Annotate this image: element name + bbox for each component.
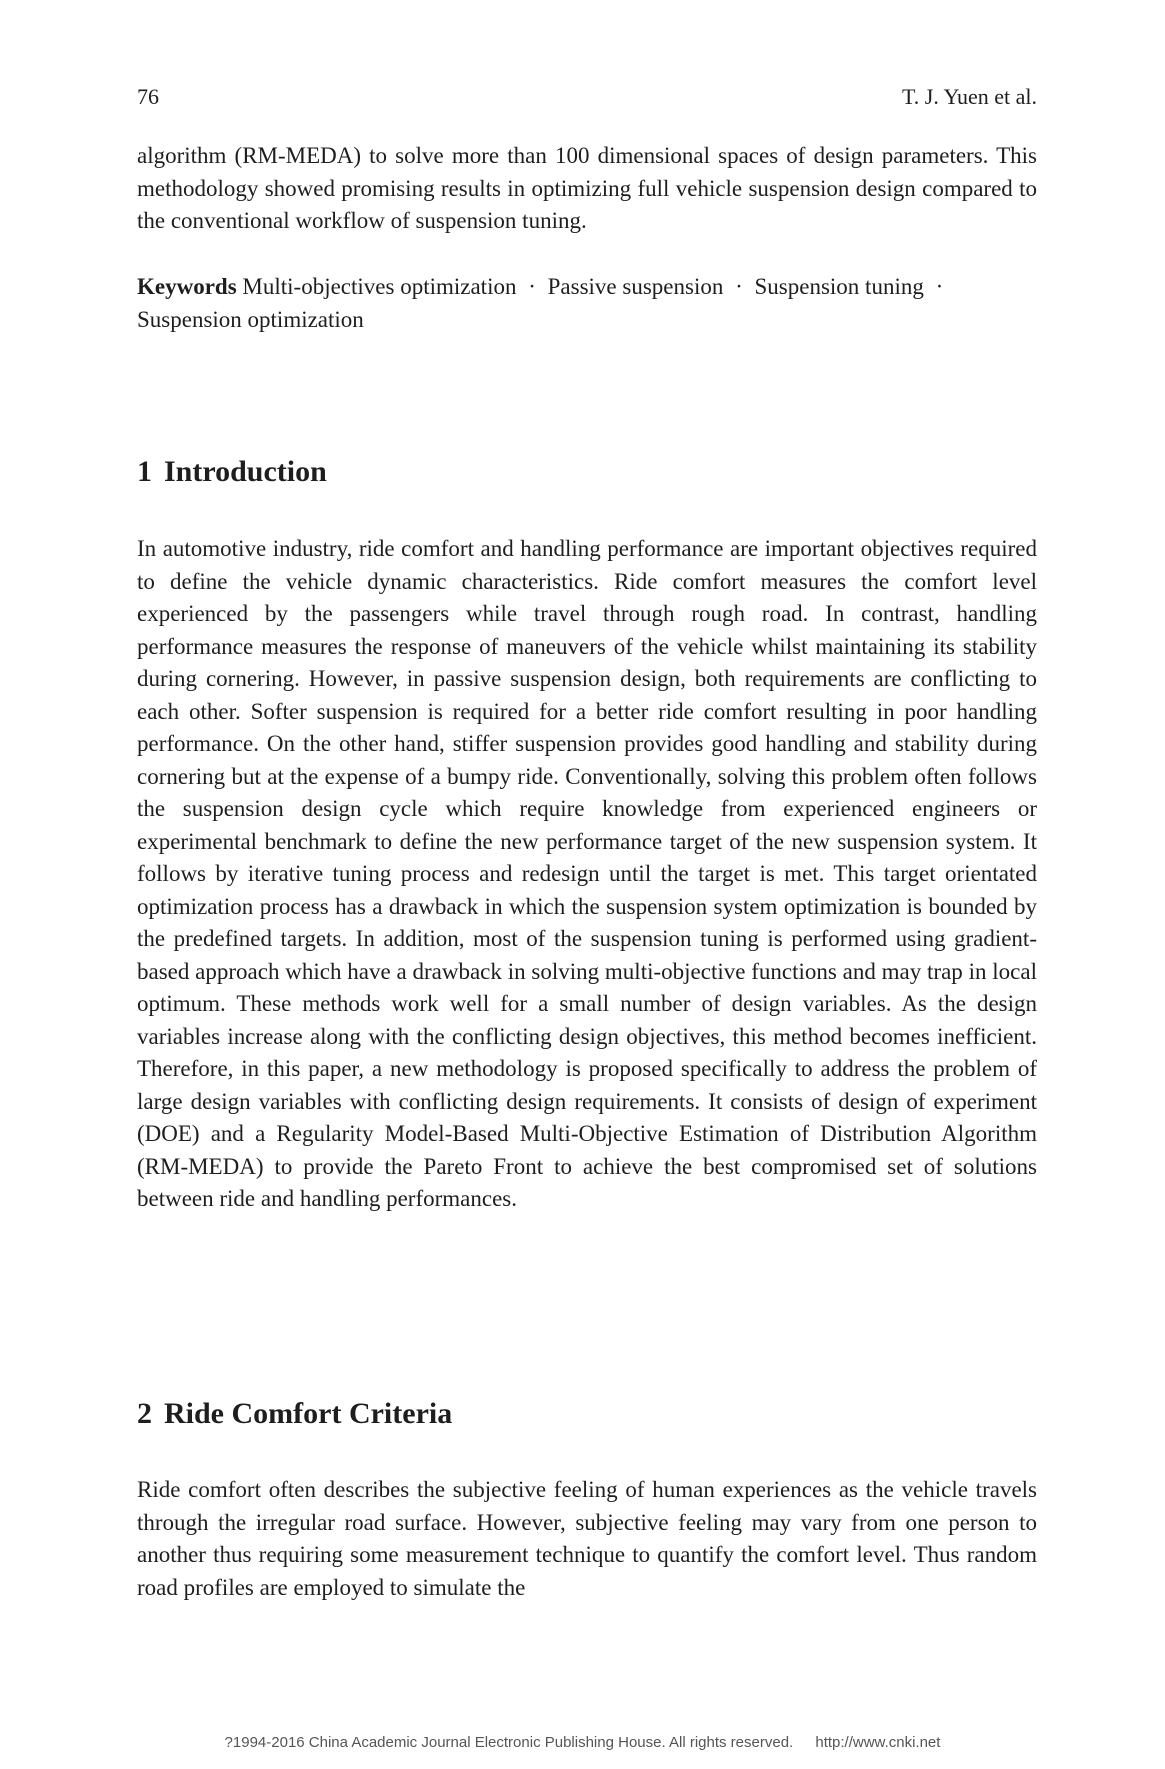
page-number: 76 xyxy=(137,84,159,109)
keyword-item: Passive suspension xyxy=(547,274,724,299)
footer-url[interactable]: http://www.cnki.net xyxy=(815,1734,941,1751)
keyword-item: Suspension tuning xyxy=(754,274,924,299)
introduction-paragraph: In automotive industry, ride comfort and handling performance are important objectives required to define the vehicle dynamic characteristics. Ride comfort measures the comfort level experienced by the passengers while travel through rough road. In contrast, handling performance measures the response of maneuvers of the vehicle whilst maintaining its stability during cornering. However, in passive suspension design, both requirements are conflicting to each other. Softer suspension is required for a better ride comfort resulting in poor handling performance. On the other hand, stiffer suspension provides good handling and stability during cornering but at the expense of a bumpy ride. Conventionally, solving this problem often follows the suspension design cycle which require knowledge from experienced engineers or experimental benchmark to define the new performance target of the new suspension system. It follows by iterative tuning process and redesign until the target is met. This target orientated optimization process has a drawback in which the suspension system optimization is bounded by the predefined targets. In addition, most of the suspension tuning is performed using gradient-based approach which have a drawback in solving multi-objective functions and may trap in local optimum. These methods work well for a small number of design variables. As the design variables increase along with the conflicting design objectives, this method becomes inefficient. Therefore, in this paper, a new methodology is proposed specifically to address the problem of large design variables with conflicting design requirements. It consists of design of experiment (DOE) and a Regularity Model-Based Multi-Objective Estimation of Distribution Algorithm (RM-MEDA) to provide the Pareto Front to achieve the best compromised set of solutions between ride and handling performances. xyxy=(137,536,1037,1211)
keywords xyxy=(137,271,1037,336)
section-title: Introduction xyxy=(164,455,327,488)
ride-comfort-paragraph: Ride comfort often describes the subjective feeling of human experiences as the vehicle travels through the irregular road surface. However, subjective feeling may vary from one person to another thus requiring some measurement technique to quantify the comfort level. Thus random road profiles are employed to simulate the xyxy=(137,1477,1037,1600)
keyword-item: Suspension optimization xyxy=(137,306,364,332)
section-heading-ride-comfort xyxy=(137,1394,452,1434)
footer-copyright: ?1994-2016 China Academic Journal Electronic Publishing House. All rights reserved. xyxy=(224,1734,794,1751)
abstract-tail: algorithm (RM-MEDA) to solve more than 100 dimensional spaces of design parameters. This methodology showed promising results in optimizing full vehicle suspension design compared to the conventional workflow of suspension tuning. xyxy=(137,143,1037,233)
section-title: Ride Comfort Criteria xyxy=(164,1397,453,1430)
section-heading-introduction xyxy=(137,452,327,492)
running-head xyxy=(137,84,1037,114)
section-number: 1 xyxy=(137,455,152,488)
keyword-separator: · xyxy=(528,274,536,299)
copyright-footer xyxy=(0,1734,1165,1751)
keyword-separator: · xyxy=(935,274,944,299)
keyword-separator: · xyxy=(735,274,743,299)
keyword-item: Multi-objectives optimization xyxy=(242,274,517,299)
keywords-label: Keywords xyxy=(137,274,237,299)
running-author: T. J. Yuen et al. xyxy=(901,84,1037,109)
section-number: 2 xyxy=(137,1397,152,1430)
